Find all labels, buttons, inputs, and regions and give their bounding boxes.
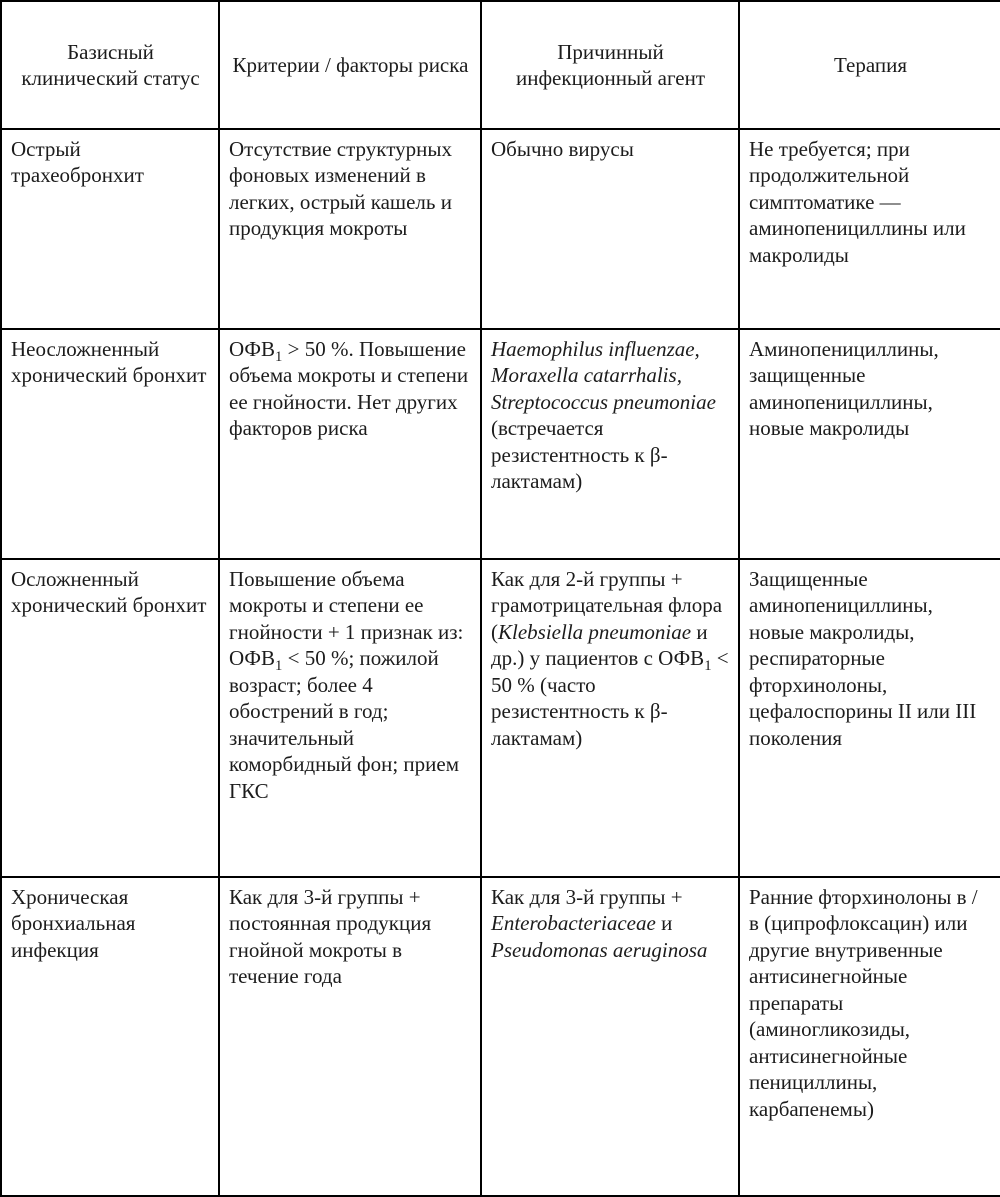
cell-therapy: Не требуется; при продолжительной симптоматике — аминопенициллины или макролиды [739, 129, 1000, 329]
column-header-therapy: Терапия [739, 1, 1000, 129]
cell-therapy: Ранние фторхинолоны в / в (ципрофлоксацин) или другие внутривенные антисинегнойные препараты (аминогликозиды, антисинегнойные пенициллины, карбапенемы) [739, 877, 1000, 1196]
table-row [1, 329, 1000, 559]
cell-agent: Как для 2-й группы + грамотрицательная флора (Klebsiella pneumoniae и др.) у пациентов с $ОФВ_1 < 50$ % (часто резистентность к β-лактамам) [481, 559, 739, 877]
column-header-basic-status: Базисный клинический статус [1, 1, 219, 129]
table-row [1, 559, 1000, 877]
cell-agent: Haemophilus influenzae, Moraxella catarrhalis, Streptococcus pneumoniae (встречается резистентность к β-лактамам) [481, 329, 739, 559]
cell-status: Острый трахеобронхит [1, 129, 219, 329]
cell-criteria: Повышение объема мокроты и степени ее гнойности + 1 признак из: $ОФВ_1 < 50$ %; пожилой возраст; более 4 обострений в год; значительный коморбидный фон; прием ГКС [219, 559, 481, 877]
column-header-agent: Причинный инфекционный агент [481, 1, 739, 129]
cell-status: Осложненный хронический бронхит [1, 559, 219, 877]
cell-criteria: Как для 3-й группы + постоянная продукция гнойной мокроты в течение года [219, 877, 481, 1196]
cell-agent: Как для 3-й группы + Enterobacteriaceae и Pseudomonas aeruginosa [481, 877, 739, 1196]
cell-therapy: Защищенные аминопенициллины, новые макролиды, респираторные фторхинолоны, цефалоспорины II или III поколения [739, 559, 1000, 877]
cell-status: Хроническая бронхиальная инфекция [1, 877, 219, 1196]
cell-agent: Обычно вирусы [481, 129, 739, 329]
cell-criteria: Отсутствие структурных фоновых изменений в легких, острый кашель и продукция мокроты [219, 129, 481, 329]
table-row [1, 877, 1000, 1196]
header-row [1, 1, 1000, 129]
table-row [1, 129, 1000, 329]
column-header-criteria: Критерии / факторы риска [219, 1, 481, 129]
cell-status: Неосложненный хронический бронхит [1, 329, 219, 559]
cell-therapy: Аминопенициллины, защищенные аминопенициллины, новые макролиды [739, 329, 1000, 559]
cell-criteria: $ОФВ_1 > 50$ %. Повышение объема мокроты и степени ее гнойности. Нет других факторов риска [219, 329, 481, 559]
